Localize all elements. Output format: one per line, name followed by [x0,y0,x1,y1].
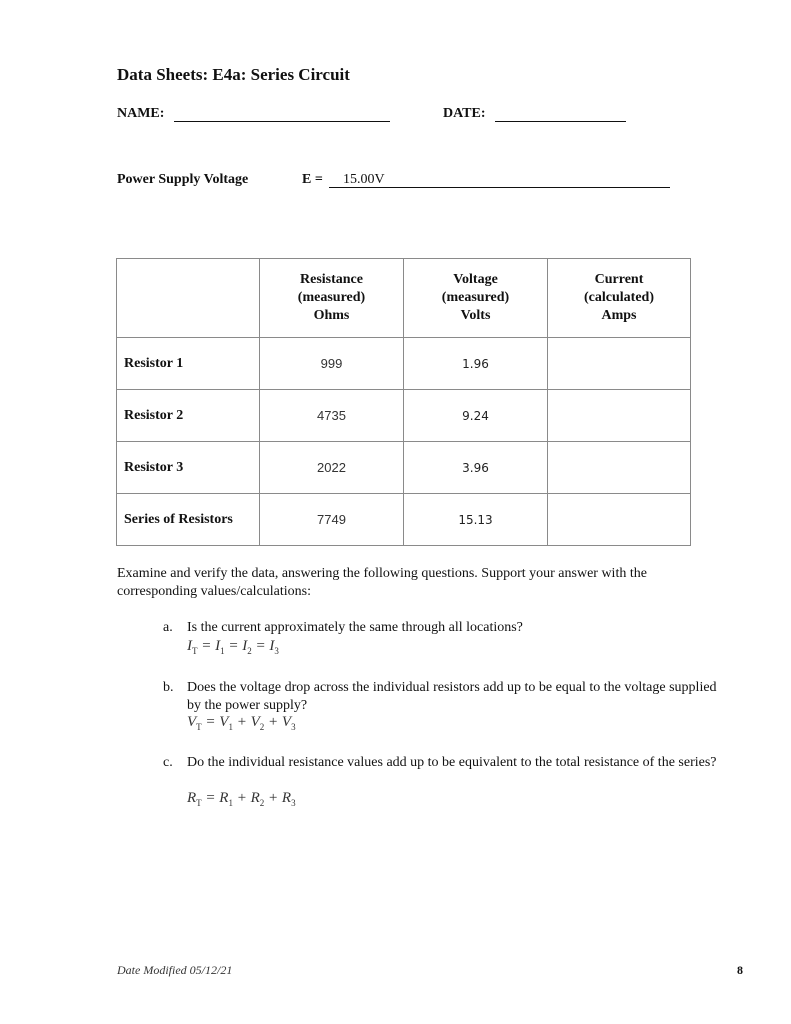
name-field[interactable] [174,121,390,122]
table-row [117,442,691,494]
resistance-cell[interactable]: 2022 [260,442,404,494]
voltage-value: 15.00V [343,172,385,187]
current-cell[interactable] [548,338,691,390]
row-label: Resistor 1 [117,338,260,390]
current-cell[interactable] [548,390,691,442]
current-cell[interactable] [548,494,691,546]
date-modified: Date Modified 05/12/21 [117,963,233,977]
header-resistance: Resistance (measured) Ohms [260,259,404,338]
question-letter: a. [163,620,173,635]
header-empty-cell [117,259,260,338]
table-row [117,390,691,442]
instructions-text: Examine and verify the data, answering the following questions. Support your answer with the corresponding values/calculations: [117,566,647,599]
header-voltage: Voltage (measured) Volts [404,259,548,338]
question-text: Is the current approximately the same through all locations? [187,620,523,635]
row-label: Resistor 3 [117,442,260,494]
equation-resistance: $R_T = R_1 + R_2 + R_3$ [187,790,296,808]
row-label: Series of Resistors [117,494,260,546]
power-supply-label: Power Supply Voltage [117,172,249,187]
voltage-cell[interactable]: 1.96 [404,338,548,390]
question-text: Do the individual resistance values add up to be equivalent to the total resistance of the series? [187,755,717,770]
resistance-cell[interactable]: 999 [260,338,404,390]
page-title: Data Sheets: E4a: Series Circuit [117,65,350,84]
resistance-cell[interactable]: 7749 [260,494,404,546]
question-text: Does the voltage drop across the individual resistors add up to be equal to the voltage supplied by the power supply? [187,680,717,713]
table-row [117,338,691,390]
equation-current: $I_T = I_1 = I_2 = I_3$ [187,638,279,656]
voltage-cell[interactable]: 15.13 [404,494,548,546]
data-table [116,258,691,546]
header-current: Current (calculated) Amps [548,259,691,338]
question-letter: c. [163,755,173,770]
resistance-cell[interactable]: 4735 [260,390,404,442]
table-row [117,494,691,546]
voltage-eq-label: E = [302,172,323,187]
page-number: 8 [737,963,743,977]
equation-voltage: $V_T = V_1 + V_2 + V_3$ [187,714,296,732]
voltage-cell[interactable]: 9.24 [404,390,548,442]
date-field[interactable] [495,121,626,122]
table-header-row [117,259,691,338]
voltage-cell[interactable]: 3.96 [404,442,548,494]
row-label: Resistor 2 [117,390,260,442]
date-label: DATE: [443,106,486,121]
name-label: NAME: [117,106,165,121]
question-letter: b. [163,680,174,695]
current-cell[interactable] [548,442,691,494]
